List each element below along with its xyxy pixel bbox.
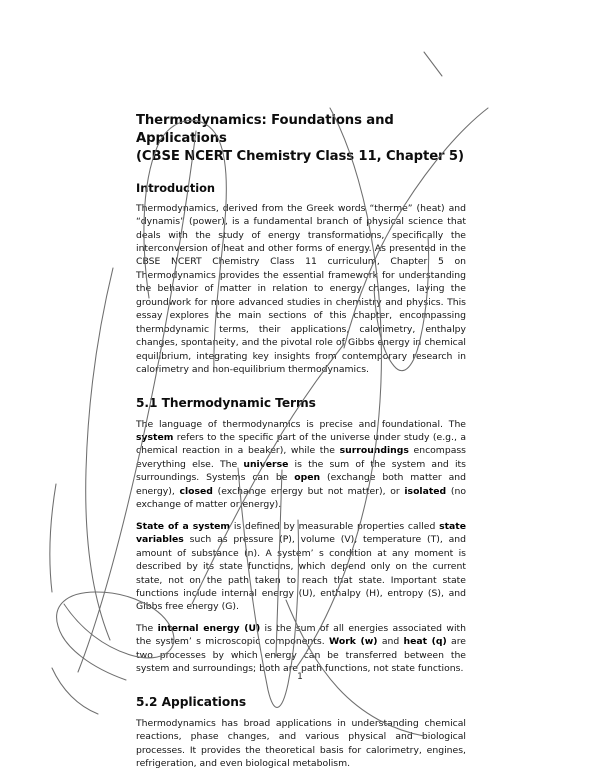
paragraph-introduction: Thermodynamics, derived from the Greek words “therme” (heat) and “dynamis” (power), is a fundamental branch of physical science that deals with the study of energy transformations, specifically the interconversion of heat and other forms of energy. As presented in the CBSE NCERT Chemistry Class 11 curriculum, Chapter 5 on Thermodynamics provides the essential framework for understanding the behavior of matter in relation to energy changes, laying the groundwork for more advanced studies in chemistry and physics. This essay explores the main sections of this chapter, encompassing thermodynamic terms, their applications, calorimetry, enthalpy changes, spontaneity, and the pivotal role of Gibbs energy in chemical equilibrium, integrating key insights from contemporary research in calorimetry and non-equilibrium thermodynamics. — [136, 202, 466, 376]
scribble-stroke-left-sweep — [86, 268, 113, 640]
heading-section-5-2: 5.2 Applications — [136, 694, 247, 709]
scribble-stroke-upper-right-tick — [424, 52, 442, 76]
page-title-line-2: (CBSE NCERT Chemistry Class 11, Chapter 5) — [136, 149, 464, 165]
page-title — [136, 112, 466, 167]
paragraph-5-1-1: The language of thermodynamics is precise and foundational. The system refers to the specific part of the universe under study (e.g., a chemical reaction in a beaker), while the surroundings encompass everything else. The universe is the sum of the system and its surroundings. Systems can be open (exchange both matter and energy), closed (exchange energy but not matter), or isolated (no exchange of matter or energy). — [136, 418, 466, 511]
page-number: 1 — [297, 672, 303, 682]
heading-introduction: Introduction — [136, 180, 215, 195]
paragraph-5-2-1: Thermodynamics has broad applications in understanding chemical reactions, phase changes, and various physical and biological processes. It provides the theoretical basis for calorimetry, engines, refrigeration, and even biological metabolism. — [136, 717, 466, 770]
scribble-stroke-left-edge-curve — [50, 484, 56, 592]
paragraph-5-1-3: The internal energy (U) is the sum of all energies associated with the system’ s microscopic components. Work (w) and heat (q) are two processes by which energy can be transferred between the system and surroundings; both are path functions, not state functions. — [136, 622, 466, 675]
heading-section-5-1: 5.1 Thermodynamic Terms — [136, 395, 316, 410]
page-title-line-1: Thermodynamics: Foundations and Applications — [136, 113, 394, 147]
paragraph-5-1-2: State of a system is defined by measurable properties called state variables such as pressure (P), volume (V), temperature (T), and amount of substance (n). A system’ s condition at any moment is described by its state functions, which depend only on the current state, not on the path taken to reach that state. Important state functions include internal energy (U), enthalpy (H), entropy (S), and Gibbs free energy (G). — [136, 520, 466, 613]
